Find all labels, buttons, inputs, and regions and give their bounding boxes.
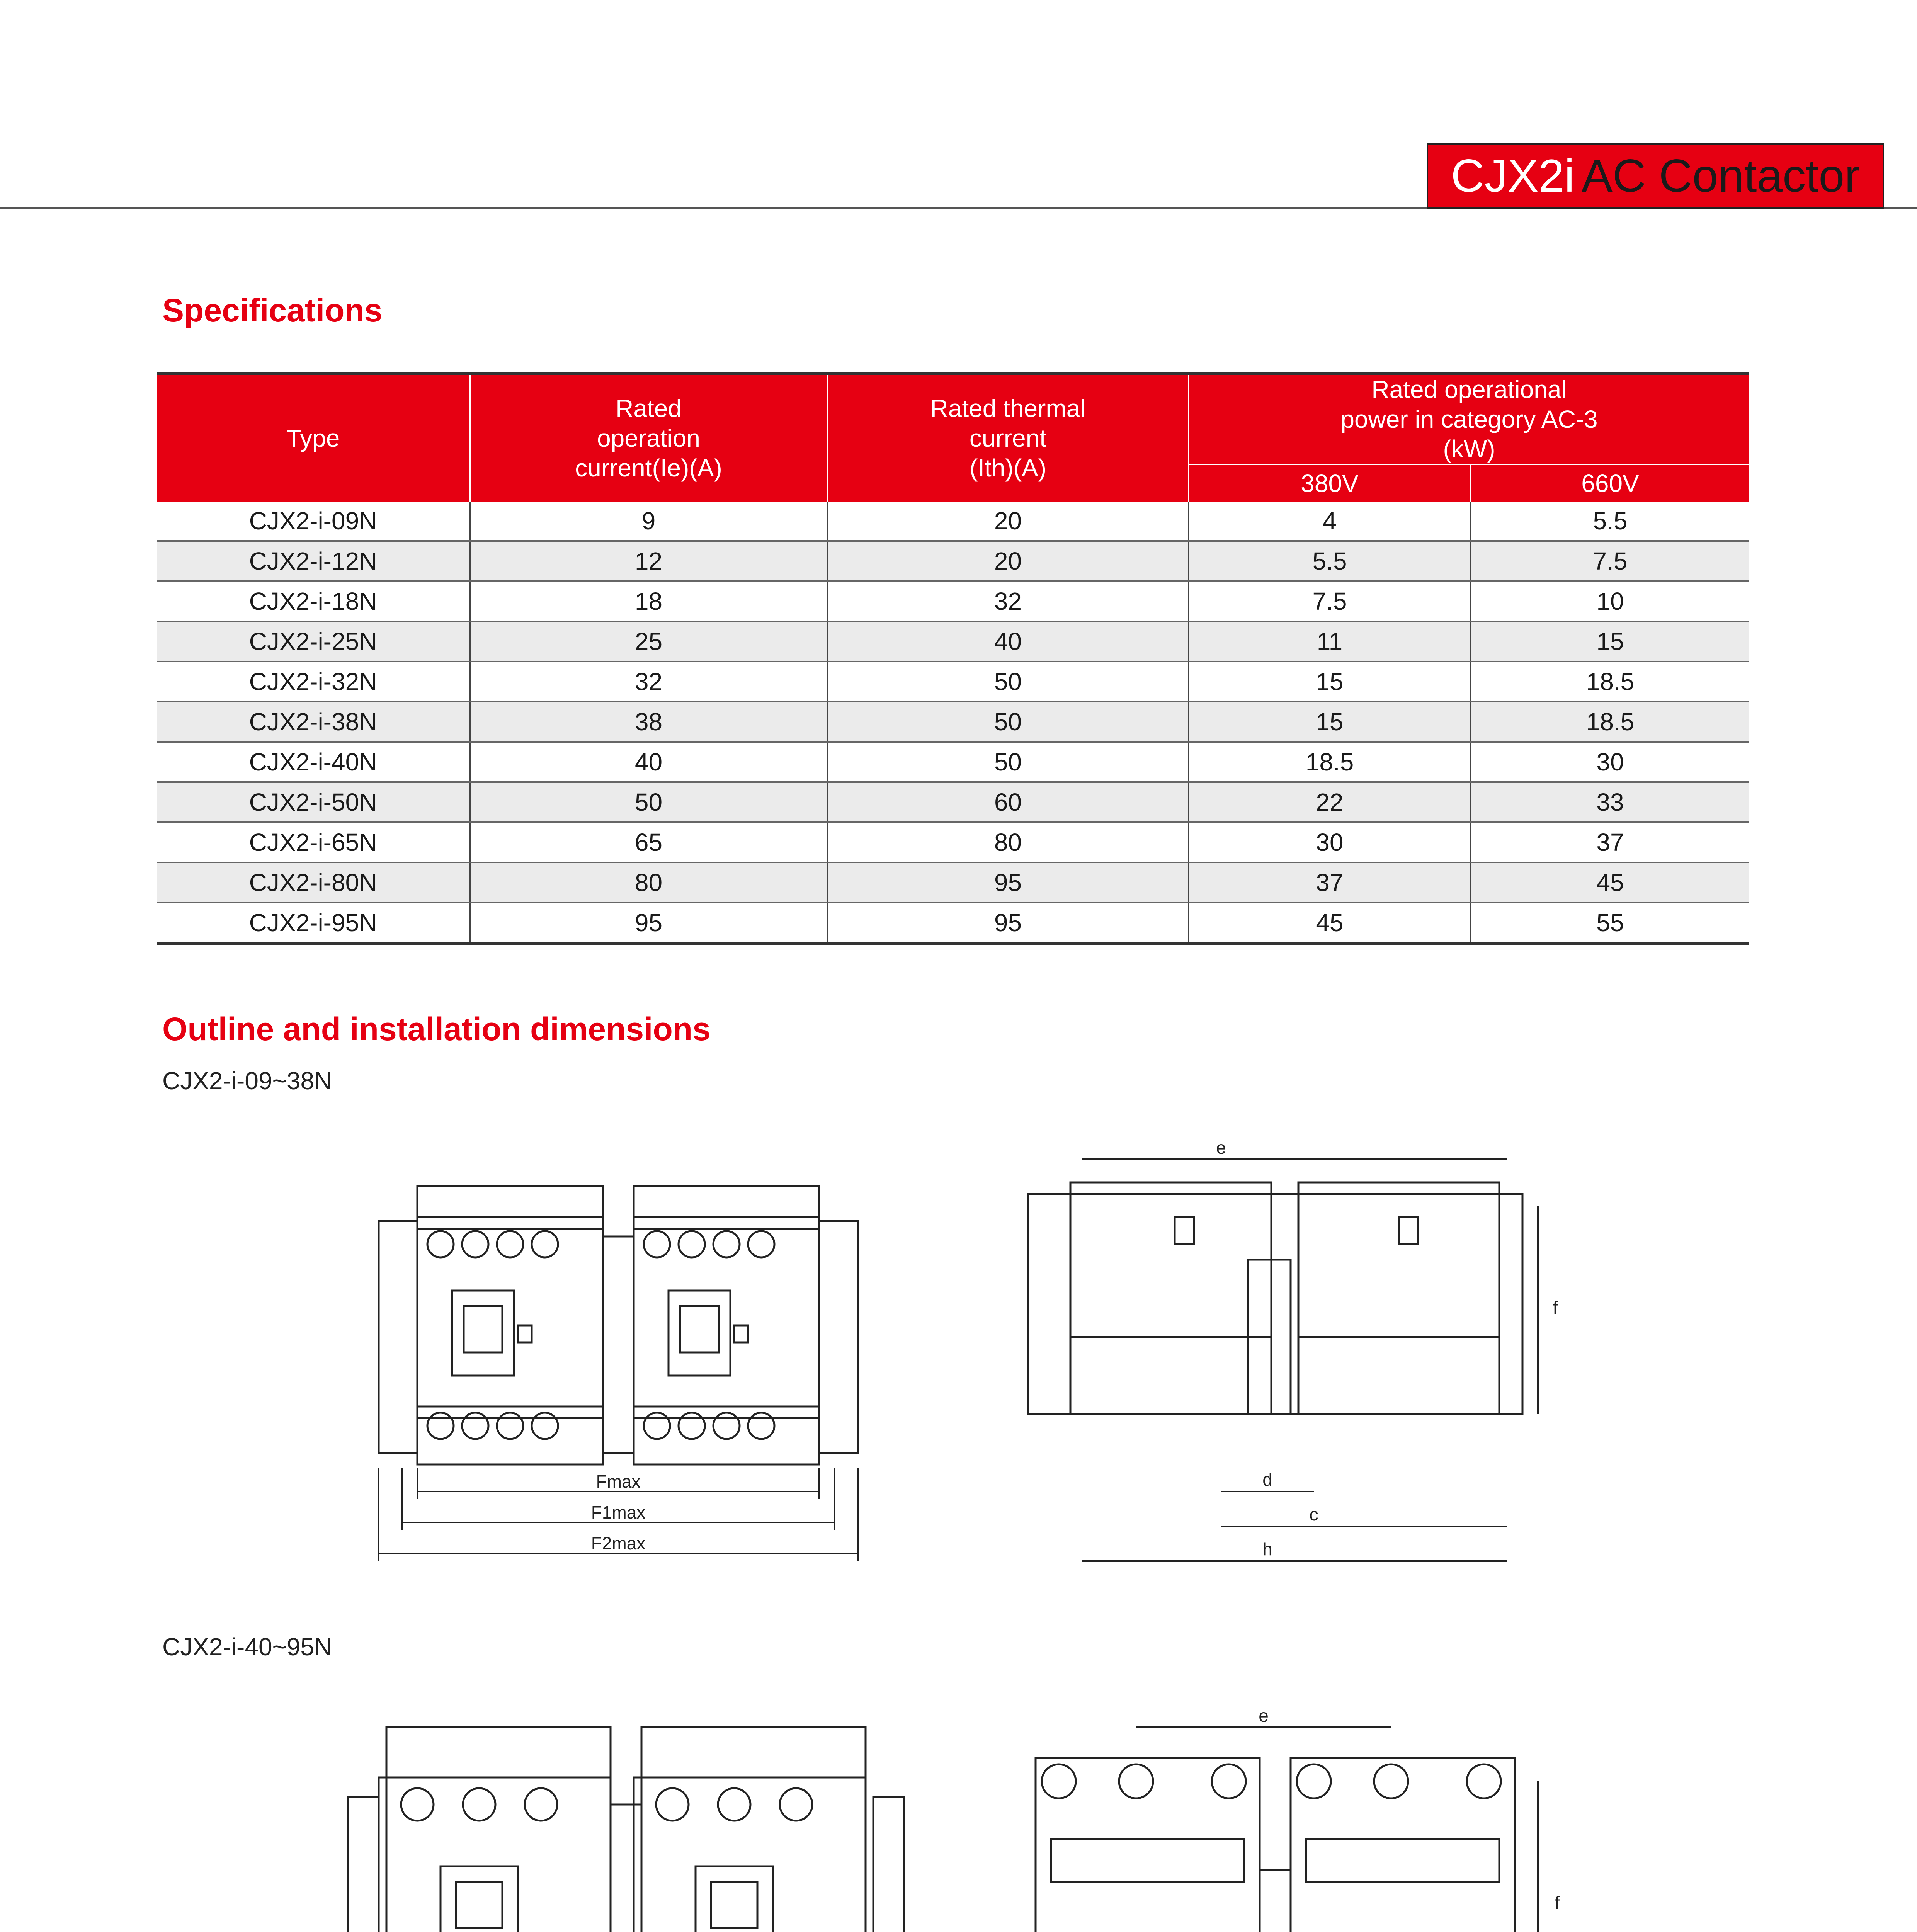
spec-header-line: Rated <box>616 395 682 422</box>
spec-row <box>157 662 1749 702</box>
spec-cell: 9 <box>470 502 827 541</box>
spec-row <box>157 782 1749 822</box>
spec-header-line: power in category AC-3 <box>1340 405 1598 433</box>
label-h: h <box>1262 1539 1272 1559</box>
spec-cell: 65 <box>470 822 827 862</box>
body-left <box>1070 1182 1271 1414</box>
side-view-drawing-large <box>1028 1708 1584 1932</box>
page-title-product: AC Contactor <box>1581 150 1860 202</box>
spec-row <box>157 541 1749 581</box>
spec-cell: CJX2-i-25N <box>157 621 470 662</box>
group1-label: CJX2-i-09~38N <box>162 1067 332 1095</box>
spec-cell: 7.5 <box>1471 541 1749 581</box>
spec-cell: 11 <box>1189 621 1471 662</box>
label-f: f <box>1553 1298 1558 1318</box>
spec-cell: 50 <box>827 662 1189 702</box>
side-aux-right <box>873 1797 904 1932</box>
spec-cell: 37 <box>1189 862 1471 903</box>
spec-header-line: (kW) <box>1443 435 1495 463</box>
page-title-model: CJX2i <box>1451 150 1575 202</box>
spec-cell: 18.5 <box>1189 742 1471 782</box>
label-e: e <box>1259 1708 1269 1726</box>
spec-cell: CJX2-i-32N <box>157 662 470 702</box>
specifications-table <box>157 372 1749 945</box>
contactor-left <box>379 1727 611 1932</box>
spec-cell: CJX2-i-65N <box>157 822 470 862</box>
interlock-module <box>611 1804 641 1932</box>
contactor-left <box>417 1186 603 1464</box>
spec-cell: 80 <box>470 862 827 903</box>
spec-cell: CJX2-i-50N <box>157 782 470 822</box>
spec-row <box>157 822 1749 862</box>
spec-header-line: (Ith)(A) <box>969 454 1047 482</box>
label-d: d <box>1262 1469 1272 1490</box>
spec-cell: 45 <box>1471 862 1749 903</box>
body-left <box>1036 1758 1260 1932</box>
side-view-drawing-small <box>1020 1136 1573 1584</box>
label-e: e <box>1216 1138 1226 1158</box>
spec-cell: 37 <box>1471 822 1749 862</box>
label-c: c <box>1309 1504 1318 1524</box>
spec-cell: CJX2-i-09N <box>157 502 470 541</box>
side-aux-left <box>379 1221 417 1453</box>
spec-cell: 7.5 <box>1189 581 1471 621</box>
spec-header-line: current(Ie)(A) <box>575 454 722 482</box>
spec-cell: 30 <box>1189 822 1471 862</box>
contactor-right <box>634 1186 819 1464</box>
spec-header-type: Type <box>157 373 470 502</box>
spec-cell: 15 <box>1189 662 1471 702</box>
page-title <box>1427 143 1884 209</box>
spec-cell: 22 <box>1189 782 1471 822</box>
spec-cell: 38 <box>470 702 827 742</box>
spec-row <box>157 742 1749 782</box>
spec-cell: 30 <box>1471 742 1749 782</box>
side-aux-right <box>819 1221 858 1453</box>
spec-header-line: current <box>969 424 1047 452</box>
spec-cell: 5.5 <box>1471 502 1749 541</box>
spec-cell: CJX2-i-80N <box>157 862 470 903</box>
spec-cell: 45 <box>1189 903 1471 944</box>
spec-cell: 60 <box>827 782 1189 822</box>
specifications-title: Specifications <box>162 292 383 328</box>
side-aux-left <box>348 1797 379 1932</box>
spec-row <box>157 621 1749 662</box>
spec-header-line: Rated operational <box>1371 376 1567 403</box>
spec-header-660v: 660V <box>1471 464 1749 502</box>
spec-row <box>157 862 1749 903</box>
spec-cell: 33 <box>1471 782 1749 822</box>
interlock-module <box>603 1236 634 1453</box>
spec-cell: 18.5 <box>1471 702 1749 742</box>
spec-row <box>157 581 1749 621</box>
spec-row <box>157 903 1749 944</box>
spec-header-rated-operation <box>470 373 827 502</box>
spec-cell: 50 <box>470 782 827 822</box>
spec-cell: 15 <box>1471 621 1749 662</box>
base-plate <box>1028 1194 1522 1414</box>
spec-cell: 18.5 <box>1471 662 1749 702</box>
spec-cell: 95 <box>827 903 1189 944</box>
label-f2max: F2max <box>591 1533 646 1553</box>
spec-cell: 10 <box>1471 581 1749 621</box>
spec-header-line: operation <box>597 424 700 452</box>
spec-cell: 4 <box>1189 502 1471 541</box>
label-f1max: F1max <box>591 1502 646 1522</box>
spec-row <box>157 702 1749 742</box>
spec-cell: 95 <box>470 903 827 944</box>
body-right <box>1291 1758 1515 1932</box>
dimension-lines <box>1082 1159 1538 1561</box>
spec-cell: CJX2-i-38N <box>157 702 470 742</box>
contactor-right <box>634 1727 866 1932</box>
spec-cell: 20 <box>827 502 1189 541</box>
spec-cell: 25 <box>470 621 827 662</box>
group2-label: CJX2-i-40~95N <box>162 1633 332 1661</box>
spec-cell: 95 <box>827 862 1189 903</box>
interlock-side <box>1260 1870 1291 1932</box>
spec-cell: 32 <box>827 581 1189 621</box>
front-view-drawing-small <box>371 1182 866 1584</box>
spec-cell: 5.5 <box>1189 541 1471 581</box>
label-fmax: Fmax <box>596 1471 641 1492</box>
spec-header-rated-thermal <box>827 373 1189 502</box>
spec-cell: 50 <box>827 702 1189 742</box>
spec-cell: 12 <box>470 541 827 581</box>
spec-cell: 40 <box>470 742 827 782</box>
spec-cell: 40 <box>827 621 1189 662</box>
spec-cell: CJX2-i-18N <box>157 581 470 621</box>
spec-cell: 20 <box>827 541 1189 581</box>
spec-cell: 32 <box>470 662 827 702</box>
outline-title: Outline and installation dimensions <box>162 1011 711 1047</box>
spec-cell: 15 <box>1189 702 1471 742</box>
spec-header-line: Rated thermal <box>930 395 1086 422</box>
spec-cell: 55 <box>1471 903 1749 944</box>
spec-cell: 80 <box>827 822 1189 862</box>
spec-header-380v: 380V <box>1189 464 1471 502</box>
spec-cell: 50 <box>827 742 1189 782</box>
spec-row <box>157 502 1749 541</box>
spec-cell: 18 <box>470 581 827 621</box>
spec-header-power <box>1189 373 1749 464</box>
front-view-drawing-large <box>340 1719 912 1932</box>
spec-cell: CJX2-i-40N <box>157 742 470 782</box>
spec-cell: CJX2-i-95N <box>157 903 470 944</box>
spec-cell: CJX2-i-12N <box>157 541 470 581</box>
label-f: f <box>1555 1893 1560 1913</box>
